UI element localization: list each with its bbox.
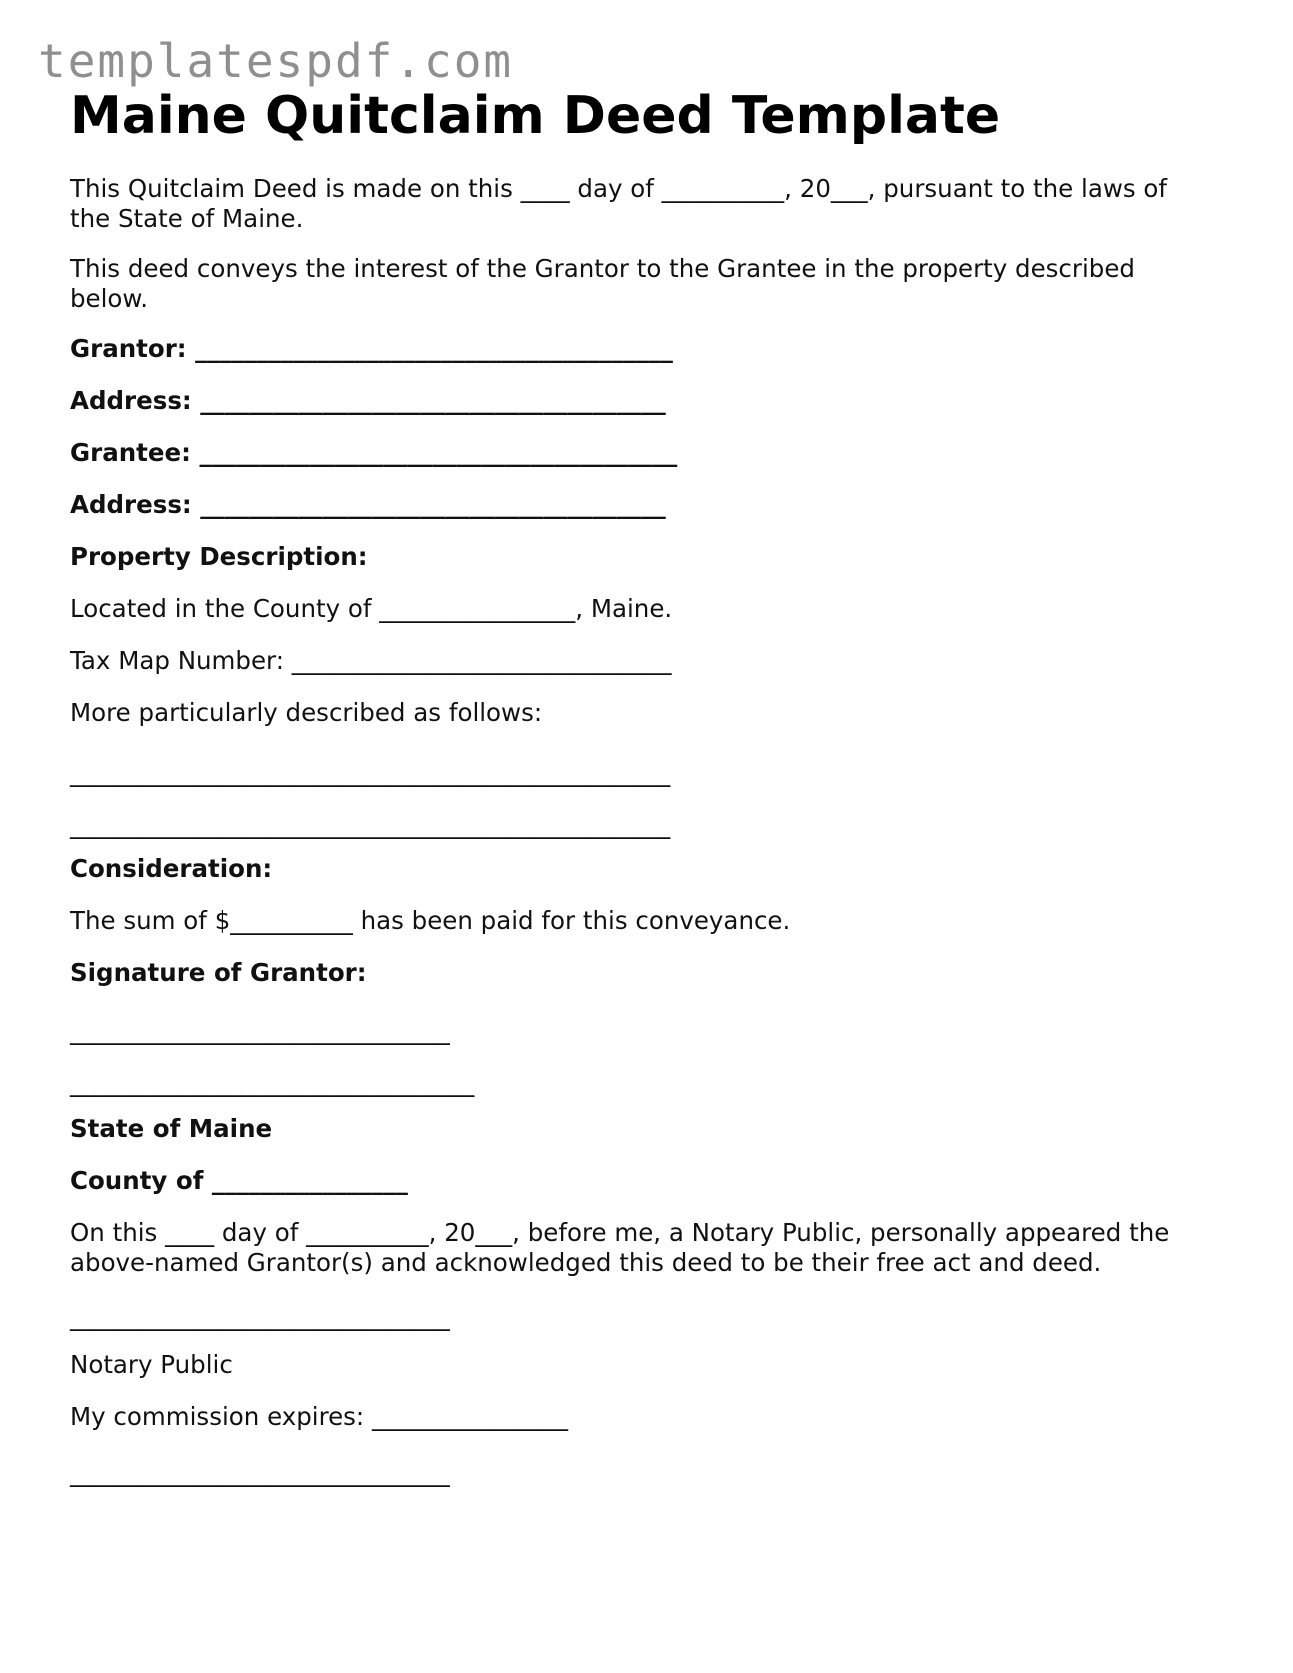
grantee-field[interactable]: Grantee: _______________________________________ — [70, 438, 678, 467]
consideration-heading: Consideration: — [70, 854, 273, 883]
described-as-label: More particularly described as follows: — [70, 698, 543, 727]
notary-signature-line[interactable]: _______________________________ — [70, 1302, 450, 1331]
page-title: Maine Quitclaim Deed Template — [70, 86, 1001, 146]
watermark: templatespdf.com — [38, 34, 514, 88]
notary-paragraph: On this ____ day of __________, 20___, before me, a Notary Public, personally appeared the above-named Grantor(s) and acknowledged this deed to be their free act and deed. — [70, 1218, 1170, 1277]
conveys-paragraph: This deed conveys the interest of the Grantor to the Grantee in the property described below. — [70, 254, 1135, 313]
grantee-address-field[interactable]: Address: ______________________________________ — [70, 490, 666, 519]
property-description-heading: Property Description: — [70, 542, 368, 571]
county-heading-field[interactable]: County of ________________ — [70, 1166, 408, 1195]
intro-paragraph: This Quitclaim Deed is made on this ____ day of __________, 20___, pursuant to the laws of the State of Maine. — [70, 174, 1168, 233]
commission-expires-field[interactable]: My commission expires: ________________ — [70, 1402, 568, 1431]
grantor-signature-line-2[interactable]: _________________________________ — [70, 1068, 475, 1097]
description-line-1[interactable]: _________________________________________________ — [70, 758, 671, 787]
consideration-field[interactable]: The sum of $__________ has been paid for this conveyance. — [70, 906, 791, 935]
description-line-2[interactable]: _________________________________________________ — [70, 810, 671, 839]
state-heading: State of Maine — [70, 1114, 273, 1143]
signature-heading: Signature of Grantor: — [70, 958, 367, 987]
final-signature-line[interactable]: _______________________________ — [70, 1458, 450, 1487]
tax-map-number-field[interactable]: Tax Map Number: _______________________________ — [70, 646, 672, 675]
grantor-address-field[interactable]: Address: ______________________________________ — [70, 386, 666, 415]
notary-public-label: Notary Public — [70, 1350, 233, 1379]
county-located-field[interactable]: Located in the County of ________________, Maine. — [70, 594, 673, 623]
grantor-signature-line-1[interactable]: _______________________________ — [70, 1016, 450, 1045]
grantor-field[interactable]: Grantor: _______________________________________ — [70, 334, 673, 363]
